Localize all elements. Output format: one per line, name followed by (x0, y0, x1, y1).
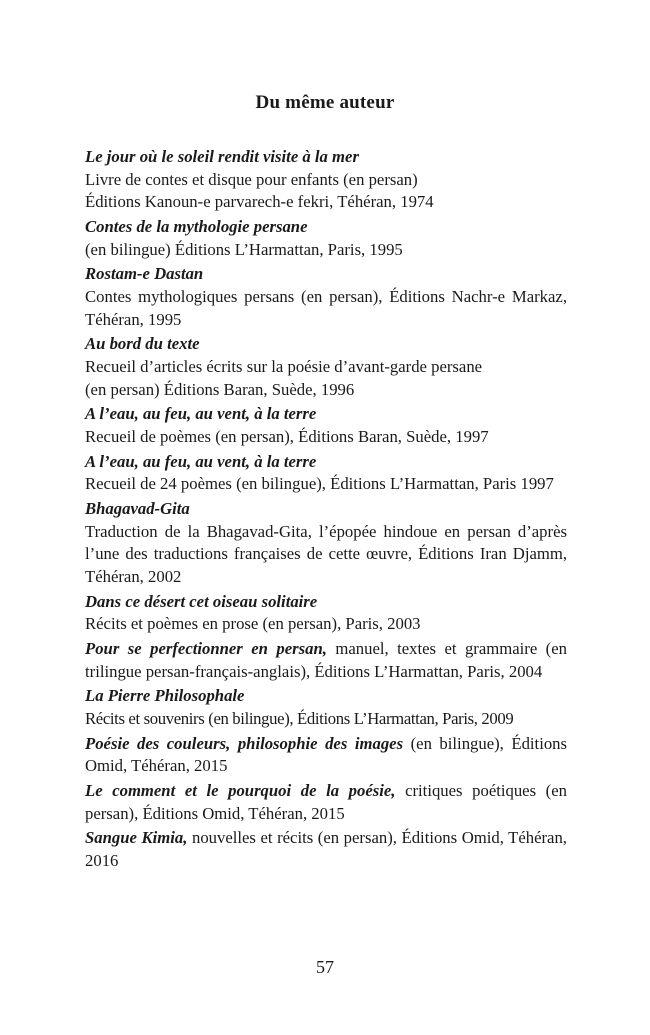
work-title: Rostam-e Dastan (85, 264, 204, 284)
work-title: Sangue Kimia, (85, 828, 188, 848)
work-description: manuel, textes et grammaire (en trilingue persan-français-anglais), Éditions L’Harmattan, Paris, 2004 (85, 638, 567, 681)
work-entry (85, 827, 567, 872)
work-description: Traduction de la Bhagavad-Gita, l’épopée hindoue en persan d’après l’une des traductions françaises de cette œuvre, Éditions Iran Djamm, Téhéran, 2002 (85, 521, 567, 586)
work-description: Recueil de poèmes (en persan), Éditions Baran, Suède, 1997 (85, 426, 489, 446)
work-entry (85, 263, 567, 331)
work-title: Contes de la mythologie persane (85, 216, 308, 236)
work-entry (85, 685, 567, 730)
work-title: Le jour où le soleil rendit visite à la mer (85, 147, 359, 166)
work-entry (85, 733, 567, 778)
work-title: La Pierre Philosophale (85, 686, 245, 706)
work-entry (85, 146, 567, 214)
work-entry (85, 333, 567, 401)
work-entry (85, 403, 567, 448)
work-description: (en persan) Éditions Baran, Suède, 1996 (85, 379, 355, 399)
page-number: 57 (316, 957, 334, 977)
work-title: Le comment et le pourquoi de la poésie, (85, 781, 396, 801)
work-description: critiques poétiques (en persan), Éditions Omid, Téhéran, 2015 (85, 781, 567, 823)
work-title: A l’eau, au feu, au vent, à la terre (85, 404, 317, 424)
work-entry (85, 451, 567, 496)
work-title: A l’eau, au feu, au vent, à la terre (85, 451, 317, 471)
work-title: Bhagavad-Gita (85, 499, 190, 519)
work-title: Au bord du texte (85, 334, 200, 354)
works-list (85, 146, 567, 875)
work-entry (85, 591, 567, 636)
work-description: Contes mythologiques persans (en persan), Éditions Nachr-e Markaz, Téhéran, 1995 (85, 286, 567, 329)
work-description: (en bilingue), Éditions Omid, Téhéran, 2015 (85, 733, 568, 776)
work-description: (en bilingue) Éditions L’Harmattan, Paris, 1995 (85, 239, 403, 259)
work-entry (85, 498, 567, 588)
work-description: Recueil d’articles écrits sur la poésie d’avant-garde persane (85, 356, 483, 376)
work-title: Pour se perfectionner en persan, (85, 638, 327, 658)
page-title: Du même auteur (255, 92, 395, 113)
work-entry (85, 638, 567, 683)
work-description: Éditions Kanoun-e parvarech-e fekri, Téhéran, 1974 (85, 192, 434, 212)
work-title: Poésie des couleurs, philosophie des images (85, 733, 404, 753)
work-description: Récits et souvenirs (en bilingue), Éditions L’Harmattan, Paris, 2009 (85, 708, 514, 728)
work-description: nouvelles et récits (en persan), Éditions Omid, Téhéran, 2016 (85, 828, 567, 871)
work-entry (85, 780, 567, 825)
work-title: Dans ce désert cet oiseau solitaire (85, 591, 318, 611)
work-description: Récits et poèmes en prose (en persan), Paris, 2003 (85, 614, 421, 634)
work-description: Livre de contes et disque pour enfants (en persan) (85, 169, 418, 189)
work-entry (85, 216, 567, 261)
work-description: Recueil de 24 poèmes (en bilingue), Éditions L’Harmattan, Paris 1997 (85, 474, 554, 494)
